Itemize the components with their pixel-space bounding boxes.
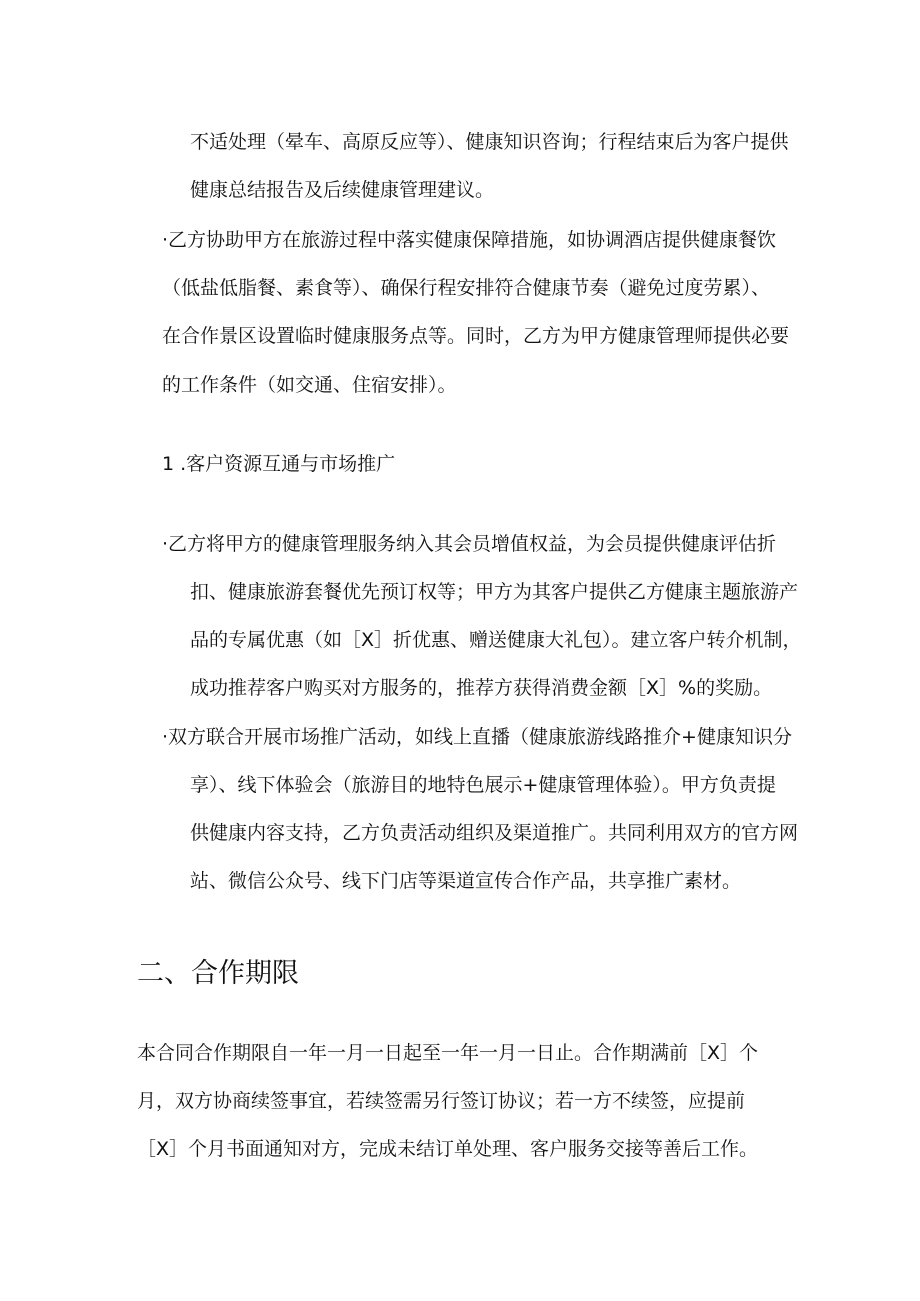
bullet-paragraph-line: ·乙方协助甲方在旅游过程中落实健康保障措施，如协调酒店提供健康餐饮 <box>162 229 777 251</box>
paragraph-line: 成功推荐客户购买对方服务的，推荐方获得消费金额［X］%的奖励。 <box>190 677 773 699</box>
paragraph-line: 的工作条件（如交通、住宿安排）。 <box>162 374 457 396</box>
paragraph-line: ［X］个月书面通知对方，完成未结订单处理、客户服务交接等善后工作。 <box>137 1138 759 1160</box>
paragraph-line: 站、微信公众号、线下门店等渠道宣传合作产品，共享推广素材。 <box>190 870 742 892</box>
paragraph-line: 品的专属优惠（如［X］折优惠、赠送健康大礼包）。建立客户转介机制， <box>190 629 802 651</box>
paragraph-line: 在合作景区设置临时健康服务点等。同时，乙方为甲方健康管理师提供必要 <box>162 325 790 347</box>
paragraph-line: 享）、线下体验会（旅游目的地特色展示+健康管理体验）。甲方负责提 <box>190 774 776 796</box>
paragraph-line: 月，双方协商续签事宜，若续签需另行签订协议；若一方不续签，应提前 <box>137 1090 746 1112</box>
paragraph-line: 不适处理（晕车、高原反应等）、健康知识咨询；行程结束后为客户提供 <box>190 131 789 153</box>
bullet-paragraph-line: ·双方联合开展市场推广活动，如线上直播（健康旅游线路推介+健康知识分 <box>162 726 792 748</box>
bullet-paragraph-line: ·乙方将甲方的健康管理服务纳入其会员增值权益，为会员提供健康评估折 <box>162 533 777 555</box>
paragraph-line: 健康总结报告及后续健康管理建议。 <box>190 179 495 201</box>
section-item-title: 1 .客户资源互通与市场推广 <box>162 453 396 475</box>
paragraph-line: 本合同合作期限自一年一月一日起至一年一月一日止。合作期满前［X］个 <box>137 1042 759 1064</box>
paragraph-line: 供健康内容支持，乙方负责活动组织及渠道推广。共同利用双方的官方网 <box>190 822 799 844</box>
paragraph-line: （低盐低脂餐、素食等）、确保行程安排符合健康节奏（避免过度劳累）、 <box>162 277 771 299</box>
section-heading: 二、合作期限 <box>137 958 299 989</box>
paragraph-line: 扣、健康旅游套餐优先预订权等；甲方为其客户提供乙方健康主题旅游产 <box>190 581 799 603</box>
